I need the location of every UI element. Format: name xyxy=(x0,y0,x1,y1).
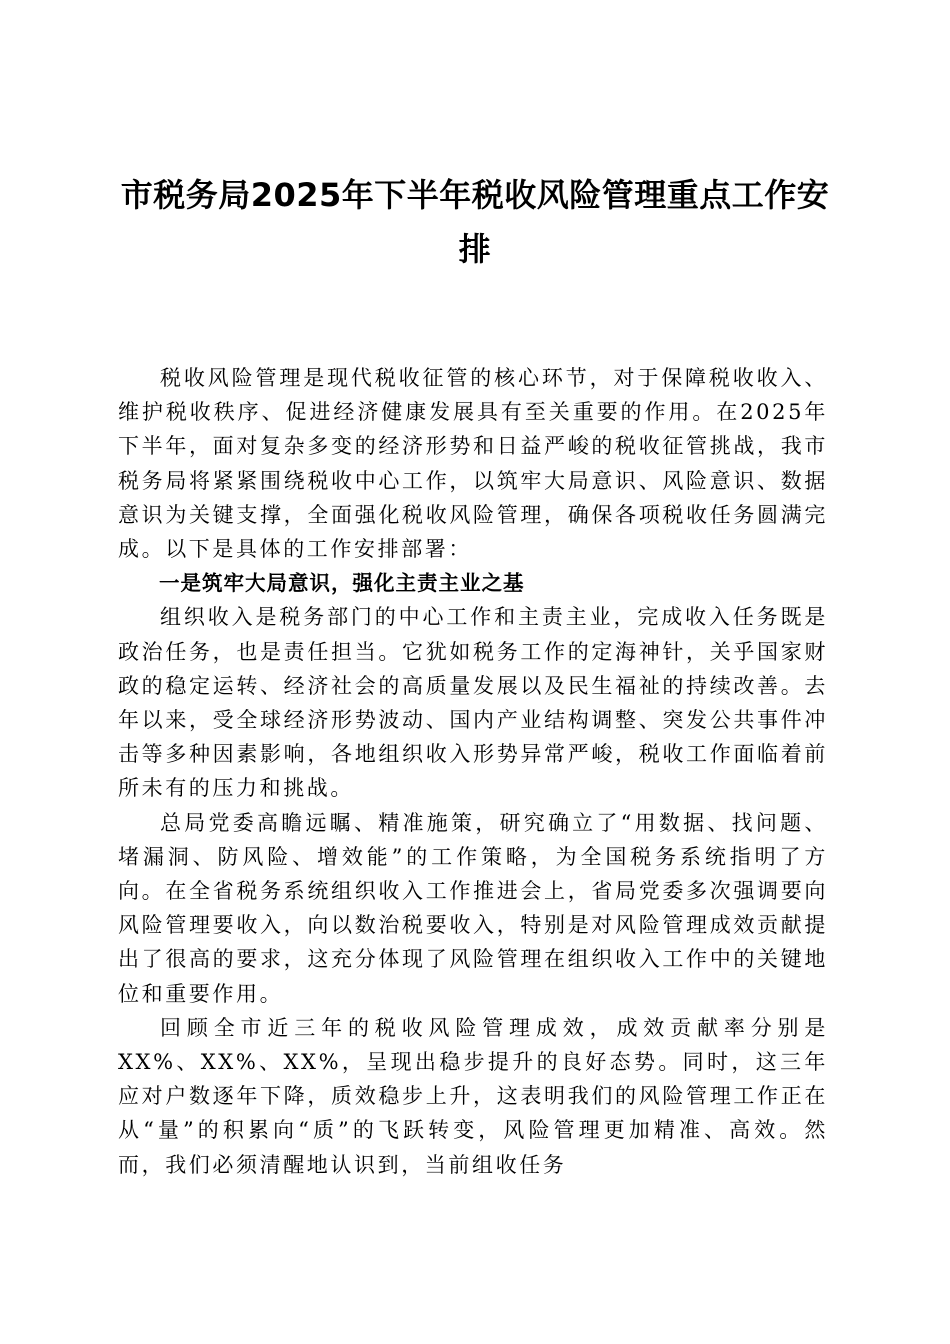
intro-paragraph: 税收风险管理是现代税收征管的核心环节，对于保障税收收入、维护税收秩序、促进经济健康发展具有至关重要的作用。在2025年下半年，面对复杂多变的经济形势和日益严峻的税收征管挑战，我市税务局将紧紧围绕税收中心工作，以筑牢大局意识、风险意识、数据意识为关键支撑，全面强化税收风险管理，确保各项税收任务圆满完成。以下是具体的工作安排部署： xyxy=(118,366,828,562)
document-body xyxy=(118,361,828,1182)
section1-paragraph-2: 总局党委高瞻远瞩、精准施策，研究确立了“用数据、找问题、堵漏洞、防风险、增效能”的工作策略，为全国税务系统指明了方向。在全省税务系统组织收入工作推进会上，省局党委多次强调要向风险管理要收入，向以数治税要收入，特别是对风险管理成效贡献提出了很高的要求，这充分体现了风险管理在组织收入工作中的关键地位和重要作用。 xyxy=(118,810,828,1006)
section-heading-1: 一是筑牢大局意识，强化主责主业之基 xyxy=(159,571,525,596)
section1-paragraph-3: 回顾全市近三年的税收风险管理成效，成效贡献率分别是XX%、XX%、XX%，呈现出稳步提升的良好态势。同时，这三年应对户数逐年下降，质效稳步上升，这表明我们的风险管理工作正在从“量”的积累向“质”的飞跃转变，风险管理更加精准、高效。然而，我们必须清醒地认识到，当前组收任务 xyxy=(118,1015,828,1177)
document-title: 市税务局2025年下半年税收风险管理重点工作安排 xyxy=(120,176,830,268)
section1-paragraph-1: 组织收入是税务部门的中心工作和主责主业，完成收入任务既是政治任务，也是责任担当。它犹如税务工作的定海神针，关乎国家财政的稳定运转、经济社会的高质量发展以及民生福祉的持续改善。去年以来，受全球经济形势波动、国内产业结构调整、突发公共事件冲击等多种因素影响，各地组织收入形势异常严峻，税收工作面临着前所未有的压力和挑战。 xyxy=(118,605,828,801)
